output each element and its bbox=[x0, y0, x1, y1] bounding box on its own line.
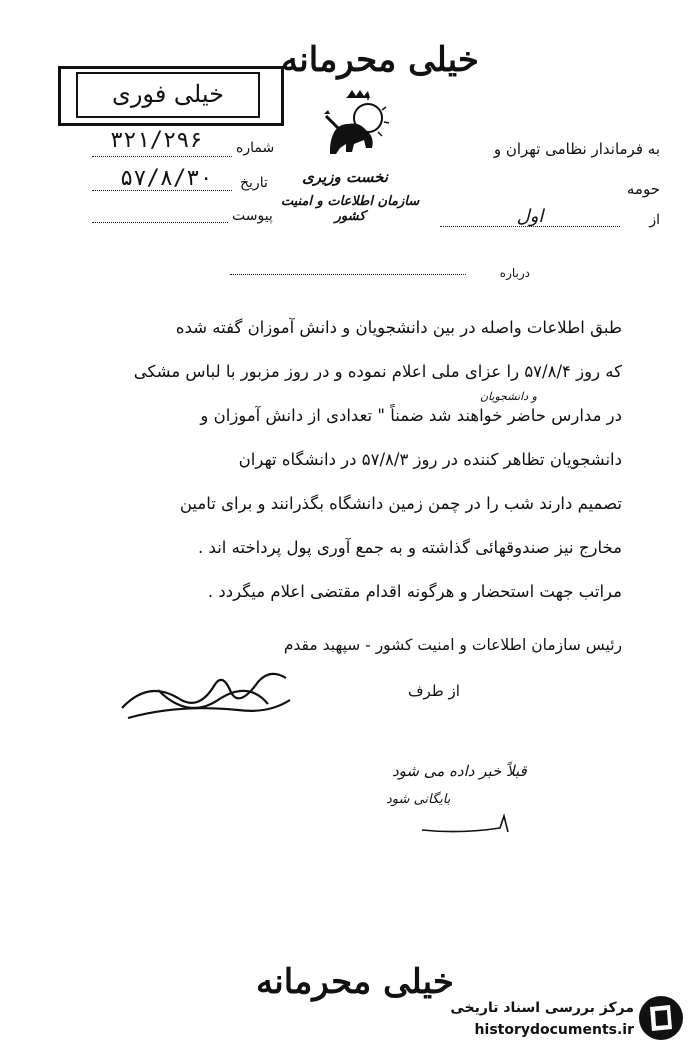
handwritten-underline bbox=[420, 812, 540, 840]
date-label: تاریخ bbox=[240, 175, 268, 191]
watermark-url: historydocuments.ir bbox=[474, 1022, 634, 1038]
body-line-6: مخارج نیز صندوقهائی گذاشته و به جمع آوری پول پرداخته اند . bbox=[198, 538, 622, 557]
number-value: ۳۲۱/۲۹۶ bbox=[110, 128, 203, 153]
urgency-stamp: خیلی فوری bbox=[76, 72, 260, 118]
date-value: ۵۷/۸/۳۰ bbox=[120, 166, 213, 191]
classification-stamp-top: خیلی محرمانه bbox=[281, 40, 479, 80]
interlinear-note: و دانشجویان bbox=[480, 390, 537, 403]
body-line-7: مراتب جهت استحضار و هرگونه اقدام مقتضی اعلام میگردد . bbox=[207, 582, 622, 601]
watermark-name: مرکز بررسی اسناد تاریخی bbox=[450, 1000, 634, 1016]
body-line-3: در مدارس حاضر خواهند شد ضمناً " تعدادی از دانش آموزان و bbox=[200, 406, 622, 425]
signature-scribble bbox=[118, 660, 298, 730]
from-label: از bbox=[649, 212, 660, 228]
classification-stamp-bottom: خیلی محرمانه bbox=[256, 962, 454, 1002]
recipient-line: به فرماندار نظامی تهران و bbox=[493, 140, 660, 158]
body-line-4: دانشجویان تظاهر کننده در روز ۵۷/۸/۳ در دانشگاه تهران bbox=[238, 450, 622, 469]
from-dotted-line bbox=[440, 226, 620, 227]
handwritten-note-2: بایگانی شود bbox=[386, 792, 451, 807]
subject-label: درباره bbox=[499, 266, 530, 280]
handwritten-note-1: قبلاً خبر داده می شود bbox=[392, 762, 527, 780]
attachment-dotted-line bbox=[92, 222, 228, 223]
on-behalf-label: از طرف bbox=[408, 682, 460, 700]
subject-dotted-line bbox=[230, 274, 466, 275]
body-line-1: طبق اطلاعات واصله در بین دانشجویان و دانش آموزان گفته شده bbox=[175, 318, 622, 337]
attachment-label: پیوست bbox=[232, 208, 273, 224]
organization-name: نخست وزیری bbox=[302, 168, 388, 186]
from-value: اول bbox=[516, 206, 544, 227]
number-label: شماره bbox=[236, 140, 275, 156]
body-line-2: که روز ۵۷/۸/۴ را عزای ملی اعلام نموده و در روز مزبور با لباس مشکی bbox=[133, 362, 622, 381]
number-dotted-line bbox=[92, 156, 232, 157]
body-line-5: تصمیم دارند شب را در چمن زمین دانشگاه بگذرانند و برای تامین bbox=[179, 494, 622, 513]
date-dotted-line bbox=[92, 190, 232, 191]
lion-and-sun-emblem-icon bbox=[318, 88, 398, 160]
organization-department: سازمان اطلاعات و امنیت کشور bbox=[280, 194, 420, 224]
signatory-line: رئیس سازمان اطلاعات و امنیت کشور - سپهبد مقدم bbox=[283, 636, 622, 654]
recipient-line-2: حومه bbox=[626, 180, 660, 198]
archive-logo-icon bbox=[636, 993, 686, 1043]
